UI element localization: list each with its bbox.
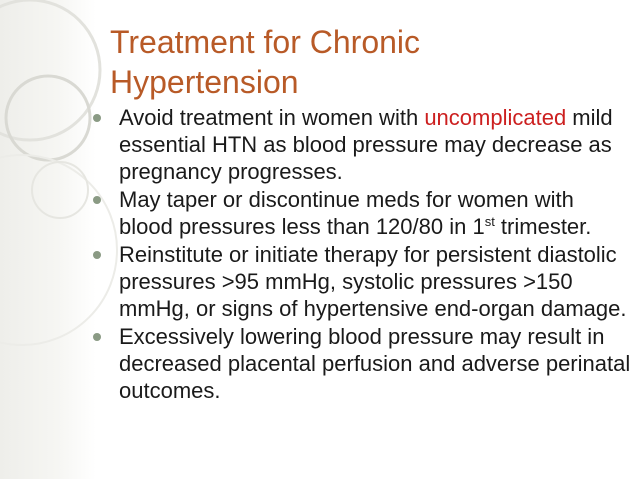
bullet-item-4 [93, 323, 633, 404]
bullet-dot-icon [93, 333, 101, 341]
title-line-1: Treatment for Chronic [110, 24, 421, 60]
highlighted-word: uncomplicated [424, 105, 567, 130]
bullet-4-text: Excessively lowering blood pressure may result in decreased placental perfusion and adverse perinatal outcomes. [119, 324, 631, 403]
bullet-1-text-end: mild essential HTN as blood pressure may decrease as pregnancy progresses. [119, 105, 613, 184]
bullet-3-text: Reinstitute or initiate therapy for persistent diastolic pressures >95 mmHg, systolic pressures >150 mmHg, or signs of hypertensive end-organ damage. [119, 242, 627, 321]
bullet-2-text-end: trimester. [494, 214, 592, 239]
title-line-2: Hypertension [110, 64, 299, 100]
ordinal-superscript: st [484, 214, 495, 229]
bullet-item-1 [93, 104, 633, 185]
slide-title [110, 22, 610, 102]
bullet-dot-icon [93, 251, 101, 259]
bullet-dot-icon [93, 114, 101, 122]
bullet-item-2 [93, 186, 633, 240]
bullet-dot-icon [93, 196, 101, 204]
bullet-item-3 [93, 241, 633, 322]
bullet-2-text-start: May taper or discontinue meds for women with blood pressures less than 120/80 in 1 [119, 187, 574, 239]
bullet-list [93, 104, 633, 405]
bullet-1-text-start: Avoid treatment in women with [119, 105, 419, 130]
